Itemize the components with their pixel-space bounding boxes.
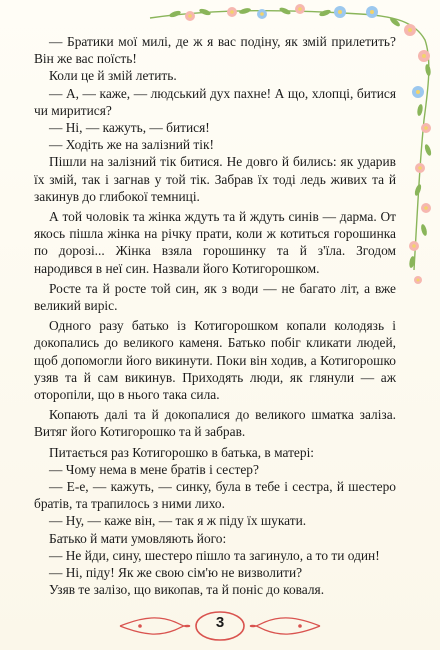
paragraph: Росте та й росте той син, як з води — не багато літ, а вже великий виріс. — [34, 280, 396, 314]
paragraph: Копають далі та й докопалися до великого шматка заліза. Витяг його Котигорошко та й забрав. — [34, 407, 396, 440]
page-number: 3 — [215, 614, 225, 631]
paragraph: — Ну, — каже він, — так я ж піду їх шукати. — [49, 513, 307, 529]
paragraph: Одного разу батько із Котигорошком копали колодязь і докопались до великого каменя. Батько побіг кликати людей, щоб допомогли його викинути. Поки він ходив, а Котигорошко узяв та й сам викинув. Приходять люди, як глянули — аж оторопіли, що в нього така сила. — [34, 318, 396, 403]
paragraph: — Ні, — кажуть, — битися! — [49, 120, 210, 136]
paragraph: А той чоловік та жінка ждуть та й ждуть синів — дарма. От якось пішла жінка на річку прати, коли ж котиться горошинка по дорозі... Жінка взяла горошинку та й з'їла. Згодом народився в неї син. Назвали його Котигорошком. — [34, 209, 396, 276]
paragraph: — Братики мої милі, де ж я вас подіну, як змій прилетить? Він же вас поїсть! — [34, 34, 396, 67]
paragraph: — Ходіть же на залізний тік! — [49, 137, 214, 153]
paragraph: — Ні, піду! Як же свою сім'ю не визволити? — [49, 565, 303, 581]
story-text — [34, 33, 396, 599]
paragraph: Питається раз Котигорошко в батька, в матері: — [49, 444, 315, 460]
paragraph: Батько й мати умовляють його: — [49, 530, 227, 546]
paragraph: Узяв те залізо, що викопав, та й поніс до коваля. — [49, 582, 325, 598]
paragraph: Коли це й змій летить. — [49, 68, 177, 84]
paragraph: — Е-е, — кажуть, — синку, була в тебе і сестра, й шестеро братів, та трапилось з ними лихо. — [34, 479, 396, 512]
paragraph: — Не йди, сину, шестеро пішло та загинуло, а то ти один! — [49, 547, 380, 563]
paragraph: — А, — каже, — людський дух пахне! А що, хлопці, битися чи миритися? — [34, 85, 396, 118]
paragraph: — Чому нема в мене братів і сестер? — [49, 461, 259, 477]
paragraph: Пішли на залізний тік битися. Не довго й бились: як ударив їх змій, так і загнав у той тік. Забрав їх тоді ледь живих та й закинув до глибокої темниці. — [34, 154, 396, 204]
